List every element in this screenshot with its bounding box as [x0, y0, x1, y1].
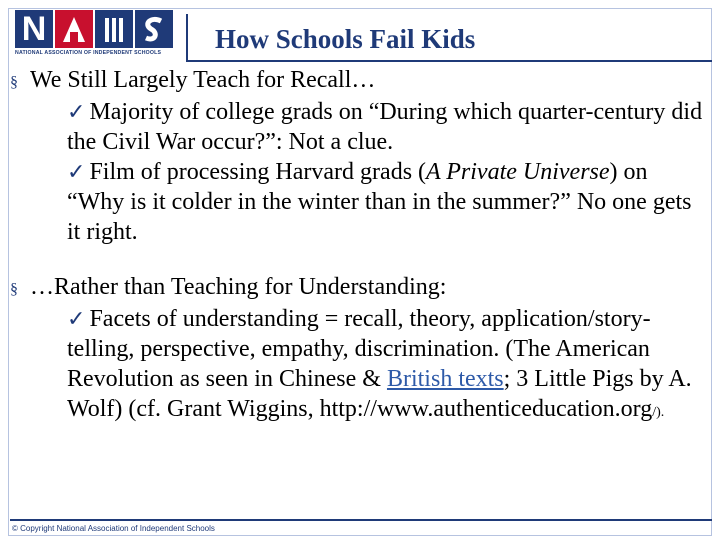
sub-bullet-list	[67, 304, 710, 428]
logo-a-tile-icon	[55, 10, 93, 48]
slide-body	[10, 66, 710, 454]
sub-bullet	[67, 304, 710, 428]
sub-bullet-list	[67, 97, 710, 247]
checkmark-icon: ✓	[67, 159, 86, 184]
bullet-text: …Rather than Teaching for Understanding:	[30, 274, 447, 300]
film-title: A Private Universe	[426, 159, 610, 185]
bullet-level1	[10, 273, 710, 304]
footer-rule	[10, 519, 712, 521]
british-texts-link[interactable]: British texts	[386, 366, 504, 392]
sub-bullet	[67, 157, 710, 247]
sub-bullet-text-tail: /).	[652, 405, 665, 420]
sub-bullet-text: ) on “Why is it colder in the winter than in the summer?” No one gets it right.	[67, 159, 692, 245]
bullet-level1	[10, 66, 710, 97]
footer-copyright: © Copyright National Association of Independent Schools	[12, 524, 215, 533]
checkmark-icon: ✓	[67, 99, 86, 124]
header-rule-vertical	[186, 14, 188, 62]
square-bullet-icon: §	[10, 281, 18, 298]
logo-tiles	[15, 10, 185, 48]
sub-bullet-text: Majority of college grads on “During which quarter-century did the Civil War occur?”: Not a clue.	[67, 99, 703, 155]
sub-bullet-text: Facets of understanding = recall, theory, application/story-telling, perspective, empathy, discrimination. (The American Revolution as seen in Chinese &	[67, 306, 651, 392]
logo-pillars-tile-icon	[95, 10, 133, 48]
logo-s-tile-icon	[135, 10, 173, 48]
bullet-block	[10, 66, 710, 247]
logo-caption: NATIONAL ASSOCIATION OF INDEPENDENT SCHOOLS	[15, 50, 162, 56]
checkmark-icon: ✓	[67, 306, 86, 331]
header-rule-horizontal	[186, 60, 712, 62]
bullet-text: We Still Largely Teach for Recall…	[30, 67, 376, 93]
sub-bullet-text: ; 3 Little Pigs by A. Wolf) (cf. Grant Wiggins, http://www.authenticeducation.org	[67, 366, 692, 422]
sub-bullet-text: Film of processing Harvard grads (	[89, 159, 427, 185]
bullet-block	[10, 273, 710, 428]
logo-n-tile: N	[15, 10, 53, 48]
square-bullet-icon: §	[10, 74, 18, 91]
nais-logo	[15, 10, 185, 60]
slide-title: How Schools Fail Kids	[215, 24, 476, 54]
sub-bullet	[67, 97, 710, 157]
